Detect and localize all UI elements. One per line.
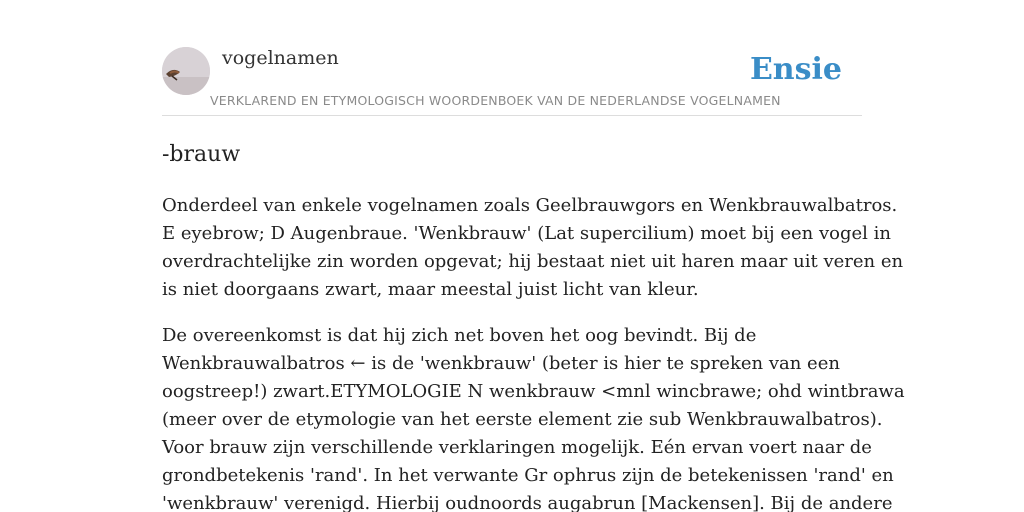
source-name-link[interactable]: vogelnamen xyxy=(222,47,339,69)
text-line: 'wenkbrauw' verenigd. Hierbij oudnoords augabrun [Mackensen]. Bij de andere xyxy=(162,493,893,512)
text-line: Onderdeel van enkele vogelnamen zoals Geelbrauwgors en Wenkbrauwalbatros. xyxy=(162,195,898,216)
paragraph-2 xyxy=(162,322,905,512)
paragraph-1 xyxy=(162,192,904,304)
text-line: (meer over de etymologie van het eerste element zie sub Wenkbrauwalbatros). xyxy=(162,409,883,430)
text-line: Wenkbrauwalbatros ← is de 'wenkbrauw' (beter is hier te spreken van een xyxy=(162,353,840,374)
source-header xyxy=(162,46,862,116)
ensie-logo-link[interactable]: Ensie xyxy=(749,52,842,87)
entry-title: -brauw xyxy=(162,142,241,167)
text-line: E eyebrow; D Augenbraue. 'Wenkbrauw' (Lat supercilium) moet bij een vogel in xyxy=(162,223,891,244)
source-subtitle: VERKLAREND EN ETYMOLOGISCH WOORDENBOEK VAN DE NEDERLANDSE VOGELNAMEN xyxy=(210,93,781,108)
text-line: Voor brauw zijn verschillende verklaringen mogelijk. Eén ervan voert naar de xyxy=(162,437,872,458)
entry-body xyxy=(162,192,905,512)
text-line: overdrachtelijke zin worden opgevat; hij bestaat niet uit haren maar uit veren en xyxy=(162,251,904,272)
text-line: oogstreep!) zwart.ETYMOLOGIE N wenkbrauw <mnl wincbrawe; ohd wintbrawa xyxy=(162,381,905,402)
bird-avatar-icon[interactable] xyxy=(162,47,210,95)
header-divider xyxy=(162,115,862,116)
text-line: grondbetekenis 'rand'. In het verwante Gr ophrus zijn de betekenissen 'rand' en xyxy=(162,465,894,486)
text-line: De overeenkomst is dat hij zich net boven het oog bevindt. Bij de xyxy=(162,325,757,346)
text-line: is niet doorgaans zwart, maar meestal juist licht van kleur. xyxy=(162,279,699,300)
